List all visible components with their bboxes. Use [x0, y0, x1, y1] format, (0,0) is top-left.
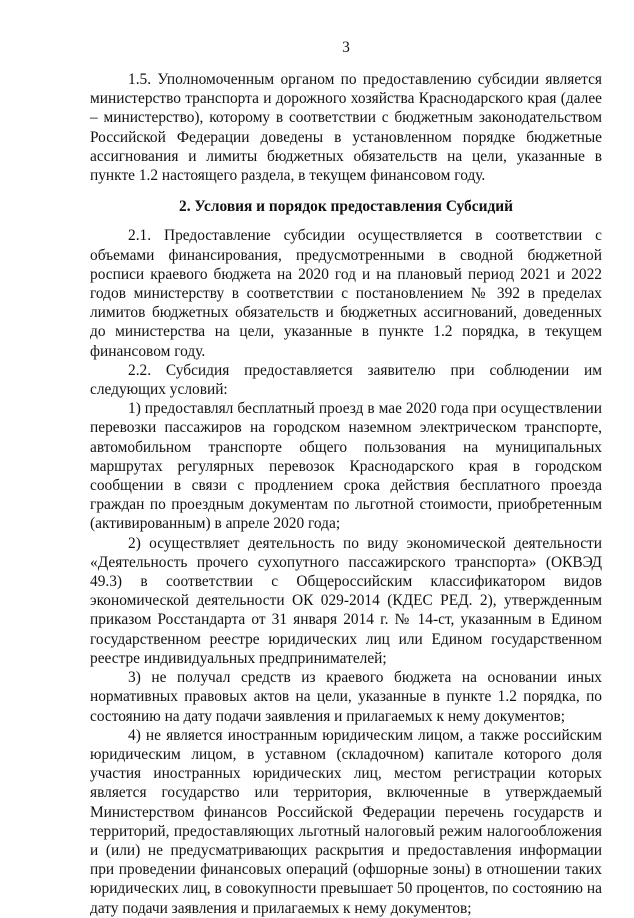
condition-2: 2) осуществляет деятельность по виду экономической деятельности «Деятельность прочего сухопутного пассажирского транспорта» (ОКВЭД 49.3) в соответствии с Общероссийским классификатором видов экономической деятельности ОК 029-2014 (КДЕС РЕД. 2), утвержденным приказом Росстандарта от 31 января 2014 г. № 14-ст, указанным в Едином государственном реестре юридических лиц или Едином государственном реестре индивидуальных предпринимателей; [90, 534, 602, 667]
condition-1: 1) предоставлял бесплатный проезд в мае 2020 года при осуществлении перевозки пассажиров на городском наземном электрическом транспорте, автомобильном транспорте общего пользования на муниципальных маршрутах регулярных перевозок Краснодарского края в городском сообщении в связи с продлением срока действия бесплатного проезда граждан по проездным документам по льготной стоимости, приобретенным (активированным) в апреле 2020 года; [90, 400, 602, 533]
condition-3: 3) не получал средств из краевого бюджета на основании иных нормативных правовых актов на цели, указанные в пункте 1.2 порядка, по состоянию на дату подачи заявления и прилагаемых к нему документов; [90, 669, 602, 725]
condition-4: 4) не является иностранным юридическим лицом, а также российским юридическим лицом, в уставном (складочном) капитале которого доля участия иностранных юридических лиц, местом регистрации которых является государство или территория, включенные в утверждаемый Министерством финансов Российской Федерации перечень государств и территорий, предоставляющих льготный налоговый режим налогообложения и (или) не предусматривающих раскрытия и предоставления информации при проведении финансовых операций (офшорные зоны) в отношении таких юридических лиц, в совокупности превышает 50 процентов, по состоянию на дату подачи заявления и прилагаемых к нему документов; [90, 726, 602, 917]
paragraph-1-5: 1.5. Уполномоченным органом по предоставлению субсидии является министерство транспорта и дорожного хозяйства Краснодарского края (далее – министерство), которому в соответствии с бюджетным законодательством Российской Федерации доведены в установленном порядке бюджетные ассигнования и лимиты бюджетных обязательств на цели, указанные в пункте 1.2 настоящего раздела, в текущем финансовом году. [90, 71, 602, 185]
page-number: 3 [342, 39, 350, 56]
paragraph-2-2: 2.2. Субсидия предоставляется заявителю при соблюдении им следующих условий: [90, 361, 602, 399]
paragraph-2-1: 2.1. Предоставление субсидии осуществляется в соответствии с объемами финансирования, предусмотренными в сводной бюджетной росписи краевого бюджета на 2020 год и на плановый период 2021 и 2022 годов министерству в соответствии с постановлением № 392 в пределах лимитов бюджетных обязательств и бюджетных ассигнований, доведенных до министерства на цели, указанные в пункте 1.2 порядка, в текущем финансовом году. [90, 227, 602, 360]
section-heading: 2. Условия и порядок предоставления Субсидий [179, 198, 513, 216]
